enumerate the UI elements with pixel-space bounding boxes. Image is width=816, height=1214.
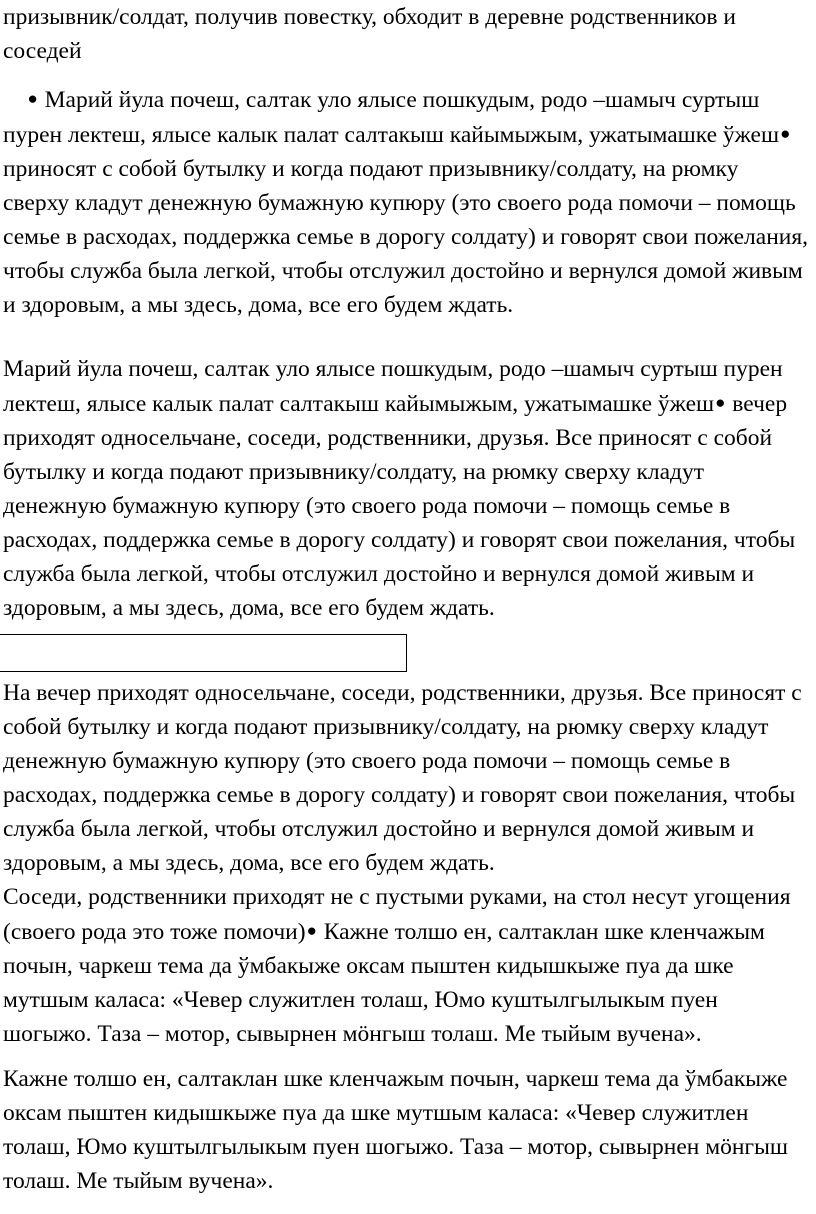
paragraph-text-russian: вечер приходят односельчане, соседи, родственники, друзья. Все приносят с собой бутылку и когда подают призывнику/солдату, на рюмку сверху кладут денежную бумажную купюру (это своего рода помочи – помощь семье в расходах, поддержка семье в дорогу солдату) и говорят свои пожелания, чтобы служба была легкой, чтобы отслужил достойно и вернулся домой живым и здоровым, а мы здесь, дома, все его будем ждать. <box>3 391 796 621</box>
bullet-icon: ● <box>306 921 317 940</box>
paragraph-text-russian: Соседи, родственники приходят не с пустыми руками, на стол несут угощения (своего рода это тоже помочи) <box>3 884 791 945</box>
paragraph-mari-russian <box>0 352 816 625</box>
bullet-icon: ● <box>780 124 791 143</box>
empty-text-box <box>0 634 407 672</box>
paragraph-evening <box>0 676 816 880</box>
paragraph-text: На вечер приходят односельчане, соседи, родственники, друзья. Все приносят с собой бутылку и когда подают призывнику/солдату, на рюмку сверху кладут денежную бумажную купюру (это своего рода помочи – помощь семье в расходах, поддержка семье в дорогу солдату) и говорят свои пожелания, чтобы служба была легкой, чтобы отслужил достойно и вернулся домой живым и здоровым, а мы здесь, дома, все его будем ждать. <box>3 680 802 876</box>
paragraph-text-mari: Марий йула почеш, салтак уло ялысе пошкудым, родо –шамыч суртыш пурен лектеш, ялысе калык палат салтакыш кайымыжым, ужатымашке ўжеш <box>3 87 780 148</box>
paragraph-text-mari: Марий йула почеш, салтак уло ялысе пошкудым, родо –шамыч суртыш пурен лектеш, ялысе калык палат салтакыш кайымыжым, ужатымашке ўжеш <box>3 356 783 417</box>
paragraph-text-russian: приносят с собой бутылку и когда подают призывнику/солдату, на рюмку сверху кладут денежную бумажную купюру (это своего рода помочи – помощь семье в расходах, поддержка семье в дорогу солдату) и говорят свои пожелания, чтобы служба была легкой, чтобы отслужил достойно и вернулся домой живым и здоровым, а мы здесь, дома, все его будем ждать. <box>3 156 809 318</box>
paragraph-mari-bulleted <box>0 82 816 322</box>
paragraph-neighbors <box>0 880 816 1051</box>
bullet-icon: ● <box>715 393 726 412</box>
paragraph-intro <box>0 0 816 68</box>
paragraph-text-mari: Кажне толшо ен, салтаклан шке кленчажым почын, чаркеш тема да ўмбакыже оксам пыштен кидышкыже пуа да шке мутшым каласа: «Чевер служитлен толаш, Юмо куштылгылыкым пуен шогыжо. Таза – мотор, сывырнен мӧнгыш толаш. Ме тыйым вучена». <box>3 919 765 1047</box>
paragraph-mari-closing <box>0 1062 816 1198</box>
paragraph-text: призывник/солдат, получив повестку, обходит в деревне родственников и соседей <box>3 4 736 64</box>
paragraph-text: Кажне толшо ен, салтаклан шке кленчажым почын, чаркеш тема да ўмбакыже оксам пыштен кидышкыже пуа да шке мутшым каласа: «Чевер служитлен толаш, Юмо куштылгылыкым пуен шогыжо. Таза – мотор, сывырнен мӧнгыш толаш. Ме тыйым вучена». <box>3 1066 788 1194</box>
bullet-icon: ● <box>27 89 38 108</box>
